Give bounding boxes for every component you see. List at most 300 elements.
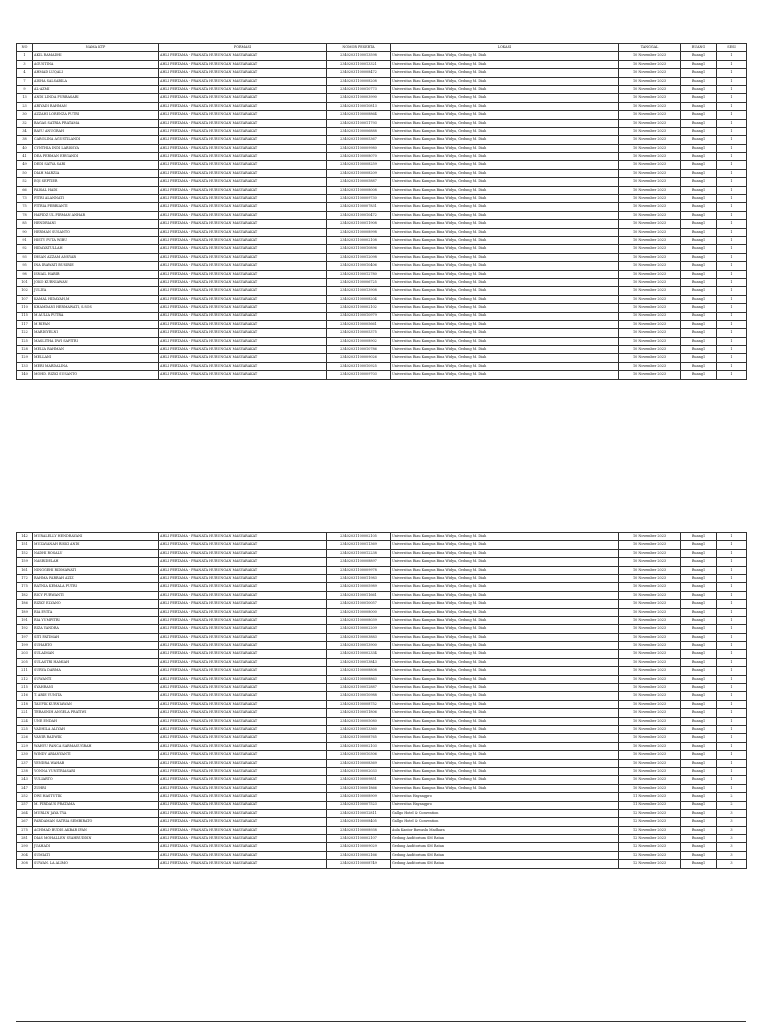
cell-no: 9: [17, 85, 33, 93]
cell-ruang: Ruang1: [681, 337, 717, 345]
table-row: [17, 169, 747, 177]
cell-ruang: Ruang1: [681, 860, 717, 868]
cell-tanggal: 10 November 2023: [619, 253, 681, 261]
cell-no: 50: [17, 169, 33, 177]
cell-lokasi: Universitas Riau Kampus Bina Widya, Gedung M. Diah: [391, 583, 619, 591]
cell-sesi: 1: [717, 211, 747, 219]
cell-lokasi: Universitas Riau Kampus Bina Widya, Gedung M. Diah: [391, 650, 619, 658]
cell-nomor-peserta: 23402031100002166: [327, 851, 391, 859]
cell-sesi: 1: [717, 583, 747, 591]
table-row: [17, 195, 747, 203]
table-row: [17, 591, 747, 599]
cell-nomor-peserta: 23402031100009980: [327, 144, 391, 152]
cell-no: 49: [17, 161, 33, 169]
cell-nomor-peserta: 23402031100002102: [327, 304, 391, 312]
cell-lokasi: Universitas Riau Kampus Bina Widya, Gedung M. Diah: [391, 69, 619, 77]
cell-no: 247: [17, 784, 33, 792]
cell-nama-ktp: VADHILA ALIYAH: [33, 725, 159, 733]
cell-ruang: Ruang1: [681, 77, 717, 85]
table-row: [17, 354, 747, 362]
cell-sesi: 1: [717, 312, 747, 320]
cell-nomor-peserta: 23402031100008765: [327, 734, 391, 742]
cell-tanggal: 10 November 2023: [619, 161, 681, 169]
cell-nama-ktp: DEDI SATYA SARI: [33, 161, 159, 169]
cell-nama-ktp: RAHMA FARRAH AZIZ: [33, 574, 159, 582]
cell-no: 205: [17, 658, 33, 666]
cell-tanggal: 10 November 2023: [619, 784, 681, 792]
cell-lokasi: Gedung Auditorium SM Ratan: [391, 843, 619, 851]
cell-nomor-peserta: 23402031100008472: [327, 69, 391, 77]
cell-sesi: 1: [717, 178, 747, 186]
cell-lokasi: Universitas Riau Kampus Bina Widya, Gedung M. Diah: [391, 295, 619, 303]
table-row: [17, 616, 747, 624]
cell-nomor-peserta: 23402031100008863: [327, 675, 391, 683]
cell-no: 191: [17, 616, 33, 624]
cell-no: 13: [17, 94, 33, 102]
cell-lokasi: Gallgo Hotel & Convention: [391, 809, 619, 817]
cell-tanggal: 10 November 2023: [619, 692, 681, 700]
cell-no: 216: [17, 692, 33, 700]
cell-tanggal: 10 November 2023: [619, 195, 681, 203]
cell-tanggal: 10 November 2023: [619, 85, 681, 93]
cell-lokasi: Gedung Auditorium SM Ratan: [391, 835, 619, 843]
cell-nomor-peserta: 23402031100009026: [327, 354, 391, 362]
cell-nama-ktp: DEA PERMAN ERVIANDI: [33, 153, 159, 161]
cell-formasi: AHLI PERTAMA - PRANATA HUBUNGAN MASYARAKAT: [159, 203, 327, 211]
cell-nama-ktp: SULAIMAN: [33, 650, 159, 658]
cell-nomor-peserta: 23402031100008070: [327, 153, 391, 161]
cell-ruang: Ruang1: [681, 784, 717, 792]
cell-ruang: Ruang1: [681, 818, 717, 826]
cell-nomor-peserta: 23402031100008749: [327, 860, 391, 868]
cell-nomor-peserta: 23402031100005375: [327, 329, 391, 337]
cell-sesi: 1: [717, 734, 747, 742]
cell-no: 129: [17, 354, 33, 362]
cell-formasi: AHLI PERTAMA - PRANATA HUBUNGAN MASYARAKAT: [159, 153, 327, 161]
cell-tanggal: 10 November 2023: [619, 354, 681, 362]
table-row: [17, 119, 747, 127]
cell-nama-ktp: CYNTHIA INDI LARISSYA: [33, 144, 159, 152]
cell-tanggal: 10 November 2023: [619, 52, 681, 60]
cell-ruang: Ruang1: [681, 60, 717, 68]
cell-nomor-peserta: 23402031100005989: [327, 583, 391, 591]
cell-sesi: 1: [717, 69, 747, 77]
cell-nama-ktp: JULIYA: [33, 287, 159, 295]
cell-tanggal: 10 November 2023: [619, 312, 681, 320]
cell-formasi: AHLI PERTAMA - PRANATA HUBUNGAN MASYARAKAT: [159, 371, 327, 379]
cell-no: 7: [17, 77, 33, 85]
cell-formasi: AHLI PERTAMA - PRANATA HUBUNGAN MASYARAKAT: [159, 625, 327, 633]
cell-lokasi: Universitas Riau Kampus Bina Widya, Gedung M. Diah: [391, 178, 619, 186]
cell-nama-ktp: PARDAMAN SATRIA SEMBIRATO: [33, 818, 159, 826]
cell-sesi: 1: [717, 169, 747, 177]
header-no: NO: [17, 44, 33, 52]
cell-nomor-peserta: 23402031100007831: [327, 203, 391, 211]
cell-formasi: AHLI PERTAMA - PRANATA HUBUNGAN MASYARAKAT: [159, 52, 327, 60]
table-row: [17, 541, 747, 549]
header-sesi: SESI: [717, 44, 747, 52]
cell-sesi: 1: [717, 52, 747, 60]
cell-formasi: AHLI PERTAMA - PRANATA HUBUNGAN MASYARAKAT: [159, 541, 327, 549]
table-row: [17, 583, 747, 591]
cell-lokasi: Universitas Riau Kampus Bina Widya, Gedung M. Diah: [391, 362, 619, 370]
table-row: [17, 136, 747, 144]
cell-ruang: Ruang1: [681, 295, 717, 303]
cell-nomor-peserta: 23402031100008259: [327, 161, 391, 169]
cell-tanggal: 10 November 2023: [619, 228, 681, 236]
cell-nomor-peserta: 23402031100003883: [327, 633, 391, 641]
cell-sesi: 1: [717, 270, 747, 278]
cell-lokasi: Universitas Riau Kampus Bina Widya, Gedung M. Diah: [391, 784, 619, 792]
cell-nama-ktp: YENDRA WAHAB: [33, 759, 159, 767]
cell-lokasi: Universitas Riau Kampus Bina Widya, Gedung M. Diah: [391, 767, 619, 775]
cell-nama-ktp: MURLIN JAYA TYA: [33, 809, 159, 817]
table-row: [17, 759, 747, 767]
cell-tanggal: 10 November 2023: [619, 684, 681, 692]
table-row: [17, 725, 747, 733]
cell-formasi: AHLI PERTAMA - PRANATA HUBUNGAN MASYARAKAT: [159, 751, 327, 759]
cell-no: 304: [17, 851, 33, 859]
cell-ruang: Ruang1: [681, 203, 717, 211]
cell-sesi: 1: [717, 153, 747, 161]
cell-formasi: AHLI PERTAMA - PRANATA HUBUNGAN MASYARAKAT: [159, 94, 327, 102]
cell-ruang: Ruang1: [681, 776, 717, 784]
cell-lokasi: Universitas Riau Kampus Bina Widya, Gedung M. Diah: [391, 549, 619, 557]
cell-no: 229: [17, 742, 33, 750]
cell-no: 91: [17, 236, 33, 244]
participant-table-page-2: [16, 532, 747, 869]
cell-nomor-peserta: 23402031100005080: [327, 717, 391, 725]
cell-ruang: Ruang1: [681, 211, 717, 219]
table-row: [17, 278, 747, 286]
table-row: [17, 186, 747, 194]
cell-no: 95: [17, 262, 33, 270]
cell-ruang: Ruang1: [681, 287, 717, 295]
cell-lokasi: Universitas Riau Kampus Bina Widya, Gedung M. Diah: [391, 228, 619, 236]
cell-no: 133: [17, 362, 33, 370]
table-row: [17, 851, 747, 859]
cell-tanggal: 10 November 2023: [619, 295, 681, 303]
table-row: [17, 77, 747, 85]
cell-sesi: 1: [717, 684, 747, 692]
cell-formasi: AHLI PERTAMA - PRANATA HUBUNGAN MASYARAKAT: [159, 287, 327, 295]
cell-tanggal: 10 November 2023: [619, 767, 681, 775]
cell-formasi: AHLI PERTAMA - PRANATA HUBUNGAN MASYARAKAT: [159, 178, 327, 186]
cell-formasi: AHLI PERTAMA - PRANATA HUBUNGAN MASYARAKAT: [159, 320, 327, 328]
cell-sesi: 1: [717, 337, 747, 345]
table-row: [17, 667, 747, 675]
cell-tanggal: 10 November 2023: [619, 642, 681, 650]
cell-nama-ktp: AHMAD LUQALI: [33, 69, 159, 77]
cell-no: 238: [17, 767, 33, 775]
cell-nomor-peserta: 23402031100010773: [327, 85, 391, 93]
table-row: [17, 52, 747, 60]
cell-lokasi: Universitas Riau Kampus Bina Widya, Gedung M. Diah: [391, 144, 619, 152]
cell-lokasi: Universitas Riau Kampus Bina Widya, Gedung M. Diah: [391, 371, 619, 379]
cell-sesi: 3: [717, 860, 747, 868]
cell-sesi: 1: [717, 161, 747, 169]
cell-no: 122: [17, 329, 33, 337]
cell-ruang: Ruang1: [681, 52, 717, 60]
cell-lokasi: Universitas Riau Kampus Bina Widya, Gedung M. Diah: [391, 633, 619, 641]
table-row: [17, 329, 747, 337]
cell-ruang: Ruang1: [681, 362, 717, 370]
table-row: [17, 835, 747, 843]
cell-lokasi: Universitas Riau Kampus Bina Widya, Gedung M. Diah: [391, 684, 619, 692]
cell-lokasi: Universitas Riau Kampus Bina Widya, Gedung M. Diah: [391, 574, 619, 582]
cell-nomor-peserta: 23402031100008864: [327, 111, 391, 119]
cell-nomor-peserta: 23402031100008204: [327, 295, 391, 303]
cell-tanggal: 10 November 2023: [619, 136, 681, 144]
cell-no: 215: [17, 684, 33, 692]
cell-nomor-peserta: 23402031100010988: [327, 692, 391, 700]
cell-formasi: AHLI PERTAMA - PRANATA HUBUNGAN MASYARAKAT: [159, 77, 327, 85]
cell-no: 32: [17, 119, 33, 127]
cell-ruang: Ruang1: [681, 801, 717, 809]
cell-no: 281: [17, 835, 33, 843]
cell-lokasi: Universitas Riau Kampus Bina Widya, Gedung M. Diah: [391, 566, 619, 574]
cell-nomor-peserta: 23402031100010472: [327, 211, 391, 219]
table-row: [17, 533, 747, 541]
cell-formasi: AHLI PERTAMA - PRANATA HUBUNGAN MASYARAKAT: [159, 684, 327, 692]
cell-ruang: Ruang1: [681, 616, 717, 624]
cell-formasi: AHLI PERTAMA - PRANATA HUBUNGAN MASYARAKAT: [159, 566, 327, 574]
table-row: [17, 60, 747, 68]
cell-nama-ktp: M. FIRDAUS PRATAMA: [33, 801, 159, 809]
cell-formasi: AHLI PERTAMA - PRANATA HUBUNGAN MASYARAKAT: [159, 136, 327, 144]
cell-sesi: 1: [717, 346, 747, 354]
cell-tanggal: 10 November 2023: [619, 616, 681, 624]
cell-sesi: 1: [717, 85, 747, 93]
cell-no: 90: [17, 228, 33, 236]
cell-ruang: Ruang1: [681, 94, 717, 102]
cell-lokasi: Universitas Riau Kampus Bina Widya, Gedung M. Diah: [391, 211, 619, 219]
cell-formasi: AHLI PERTAMA - PRANATA HUBUNGAN MASYARAKAT: [159, 253, 327, 261]
cell-ruang: Ruang1: [681, 835, 717, 843]
cell-ruang: Ruang1: [681, 574, 717, 582]
cell-formasi: AHLI PERTAMA - PRANATA HUBUNGAN MASYARAKAT: [159, 650, 327, 658]
cell-ruang: Ruang1: [681, 667, 717, 675]
cell-tanggal: 10 November 2023: [619, 270, 681, 278]
cell-lokasi: Universitas Riau Kampus Bina Widya, Gedung M. Diah: [391, 119, 619, 127]
cell-no: 161: [17, 566, 33, 574]
cell-ruang: Ruang1: [681, 809, 717, 817]
cell-nama-ktp: MELLANI: [33, 354, 159, 362]
cell-no: 159: [17, 558, 33, 566]
table-header-row: [17, 44, 747, 52]
cell-formasi: AHLI PERTAMA - PRANATA HUBUNGAN MASYARAKAT: [159, 616, 327, 624]
cell-formasi: AHLI PERTAMA - PRANATA HUBUNGAN MASYARAKAT: [159, 818, 327, 826]
table-row: [17, 111, 747, 119]
cell-tanggal: 10 November 2023: [619, 608, 681, 616]
cell-nomor-peserta: 23402031100009029: [327, 843, 391, 851]
cell-ruang: Ruang1: [681, 642, 717, 650]
cell-nomor-peserta: 23402031100011806: [327, 709, 391, 717]
cell-tanggal: 10 November 2023: [619, 320, 681, 328]
cell-tanggal: 10 November 2023: [619, 700, 681, 708]
cell-nama-ktp: HIDAYATULLAH: [33, 245, 159, 253]
cell-sesi: 1: [717, 304, 747, 312]
cell-nomor-peserta: 23402031100013908: [327, 287, 391, 295]
cell-tanggal: 12 November 2023: [619, 843, 681, 851]
table-row: [17, 642, 747, 650]
cell-sesi: 3: [717, 818, 747, 826]
cell-sesi: 3: [717, 809, 747, 817]
cell-sesi: 1: [717, 600, 747, 608]
table-row: [17, 94, 747, 102]
cell-tanggal: 10 November 2023: [619, 119, 681, 127]
table-row: [17, 228, 747, 236]
cell-nomor-peserta: 23402031100008008: [327, 186, 391, 194]
cell-no: 3: [17, 60, 33, 68]
cell-lokasi: Universitas Riau Kampus Bina Widya, Gedung M. Diah: [391, 533, 619, 541]
cell-sesi: 1: [717, 776, 747, 784]
cell-tanggal: 10 November 2023: [619, 658, 681, 666]
cell-nama-ktp: ACHMAD BUDIS AKBAR IFAN: [33, 826, 159, 834]
cell-no: 1: [17, 52, 33, 60]
cell-tanggal: 10 November 2023: [619, 77, 681, 85]
cell-ruang: Ruang1: [681, 262, 717, 270]
cell-tanggal: 12 November 2023: [619, 809, 681, 817]
cell-lokasi: Universitas Riau Kampus Bina Widya, Gedung M. Diah: [391, 85, 619, 93]
cell-lokasi: Universitas Riau Kampus Bina Widya, Gedung M. Diah: [391, 169, 619, 177]
cell-formasi: AHLI PERTAMA - PRANATA HUBUNGAN MASYARAKAT: [159, 329, 327, 337]
cell-sesi: 1: [717, 742, 747, 750]
cell-sesi: 1: [717, 549, 747, 557]
cell-tanggal: 10 November 2023: [619, 211, 681, 219]
cell-sesi: 2: [717, 801, 747, 809]
cell-lokasi: Universitas Riau Kampus Bina Widya, Gedung M. Diah: [391, 742, 619, 750]
cell-no: 41: [17, 153, 33, 161]
cell-sesi: 1: [717, 725, 747, 733]
cell-ruang: Ruang1: [681, 558, 717, 566]
cell-nama-ktp: IHSAN AZZAM ANSYAR: [33, 253, 159, 261]
cell-tanggal: 10 November 2023: [619, 262, 681, 270]
cell-sesi: 1: [717, 700, 747, 708]
cell-nomor-peserta: 23402031100010896: [327, 245, 391, 253]
cell-sesi: 3: [717, 851, 747, 859]
cell-formasi: AHLI PERTAMA - PRANATA HUBUNGAN MASYARAKAT: [159, 262, 327, 270]
cell-sesi: 1: [717, 658, 747, 666]
cell-no: 30: [17, 111, 33, 119]
table-row: [17, 304, 747, 312]
cell-ruang: Ruang1: [681, 625, 717, 633]
cell-sesi: 3: [717, 826, 747, 834]
table-row: [17, 793, 747, 801]
cell-sesi: 1: [717, 717, 747, 725]
cell-nomor-peserta: 23402031100010925: [327, 362, 391, 370]
table-row: [17, 320, 747, 328]
cell-sesi: 1: [717, 203, 747, 211]
cell-no: 115: [17, 312, 33, 320]
cell-nomor-peserta: 23402031100002108: [327, 236, 391, 244]
cell-nomor-peserta: 23402031100013900: [327, 642, 391, 650]
cell-ruang: Ruang1: [681, 69, 717, 77]
cell-ruang: Ruang1: [681, 684, 717, 692]
cell-formasi: AHLI PERTAMA - PRANATA HUBUNGAN MASYARAKAT: [159, 337, 327, 345]
cell-ruang: Ruang1: [681, 692, 717, 700]
cell-tanggal: 10 November 2023: [619, 304, 681, 312]
cell-ruang: Ruang1: [681, 533, 717, 541]
cell-tanggal: 10 November 2023: [619, 169, 681, 177]
cell-no: 66: [17, 186, 33, 194]
cell-formasi: AHLI PERTAMA - PRANATA HUBUNGAN MASYARAKAT: [159, 591, 327, 599]
cell-lokasi: Universitas Riau Kampus Bina Widya, Gedung M. Diah: [391, 692, 619, 700]
cell-nama-ktp: RIA EVITA: [33, 608, 159, 616]
cell-nama-ktp: NASRIDELAH: [33, 558, 159, 566]
cell-nama-ktp: T. ARIE YUNITA: [33, 692, 159, 700]
cell-no: 221: [17, 709, 33, 717]
cell-ruang: Ruang1: [681, 136, 717, 144]
cell-nomor-peserta: 23402031100012780: [327, 270, 391, 278]
cell-ruang: Ruang1: [681, 767, 717, 775]
cell-formasi: AHLI PERTAMA - PRANATA HUBUNGAN MASYARAKAT: [159, 186, 327, 194]
cell-lokasi: Universitas Riau Kampus Bina Widya, Gedung M. Diah: [391, 717, 619, 725]
cell-nama-ktp: TERASNIH ANGELA PRATIWI: [33, 709, 159, 717]
cell-ruang: Ruang1: [681, 312, 717, 320]
cell-tanggal: 10 November 2023: [619, 549, 681, 557]
cell-formasi: AHLI PERTAMA - PRANATA HUBUNGAN MASYARAKAT: [159, 144, 327, 152]
cell-no: 199: [17, 642, 33, 650]
cell-tanggal: 10 November 2023: [619, 533, 681, 541]
cell-sesi: 1: [717, 633, 747, 641]
cell-lokasi: Universitas Riau Kampus Bina Widya, Gedung M. Diah: [391, 102, 619, 110]
header-ruang: RUANG: [681, 44, 717, 52]
cell-ruang: Ruang1: [681, 320, 717, 328]
cell-formasi: AHLI PERTAMA - PRANATA HUBUNGAN MASYARAKAT: [159, 278, 327, 286]
cell-nomor-peserta: 23402031100010813: [327, 102, 391, 110]
table-row: [17, 371, 747, 379]
cell-sesi: 1: [717, 784, 747, 792]
cell-formasi: AHLI PERTAMA - PRANATA HUBUNGAN MASYARAKAT: [159, 169, 327, 177]
cell-no: 226: [17, 734, 33, 742]
cell-lokasi: Universitas Riau Kampus Bina Widya, Gedung M. Diah: [391, 262, 619, 270]
cell-tanggal: 10 November 2023: [619, 709, 681, 717]
cell-nama-ktp: YULIARTO: [33, 776, 159, 784]
cell-no: 189: [17, 608, 33, 616]
cell-nomor-peserta: 23402031100011793: [327, 119, 391, 127]
cell-ruang: Ruang1: [681, 371, 717, 379]
header-tanggal: TANGGAL: [619, 44, 681, 52]
cell-tanggal: 10 November 2023: [619, 558, 681, 566]
cell-lokasi: Universitas Riau Kampus Bina Widya, Gedung M. Diah: [391, 591, 619, 599]
cell-ruang: Ruang1: [681, 178, 717, 186]
cell-no: 73: [17, 195, 33, 203]
cell-nama-ktp: ZUHRI: [33, 784, 159, 792]
cell-nomor-peserta: 23402031100009703: [327, 371, 391, 379]
cell-nama-ktp: SULASTRI HAMIAH: [33, 658, 159, 666]
cell-nomor-peserta: 23402031100005661: [327, 320, 391, 328]
cell-nama-ktp: SUHARTO: [33, 642, 159, 650]
cell-nama-ktp: SUMIATI: [33, 851, 159, 859]
cell-sesi: 1: [717, 287, 747, 295]
cell-ruang: Ruang1: [681, 725, 717, 733]
table-row: [17, 633, 747, 641]
cell-tanggal: 10 November 2023: [619, 245, 681, 253]
cell-lokasi: Universitas Riau Kampus Bina Widya, Gedung M. Diah: [391, 776, 619, 784]
table-row: [17, 161, 747, 169]
cell-ruang: Ruang1: [681, 220, 717, 228]
cell-tanggal: 10 November 2023: [619, 153, 681, 161]
table-row: [17, 700, 747, 708]
cell-lokasi: Universitas Riau Kampus Bina Widya, Gedung M. Diah: [391, 220, 619, 228]
cell-tanggal: 10 November 2023: [619, 203, 681, 211]
cell-nomor-peserta: 23402031100008000: [327, 608, 391, 616]
cell-nomor-peserta: 23402031100002033: [327, 767, 391, 775]
cell-nama-ktp: UNE ENDAH: [33, 717, 159, 725]
table-row: [17, 809, 747, 817]
cell-formasi: AHLI PERTAMA - PRANATA HUBUNGAN MASYARAKAT: [159, 245, 327, 253]
